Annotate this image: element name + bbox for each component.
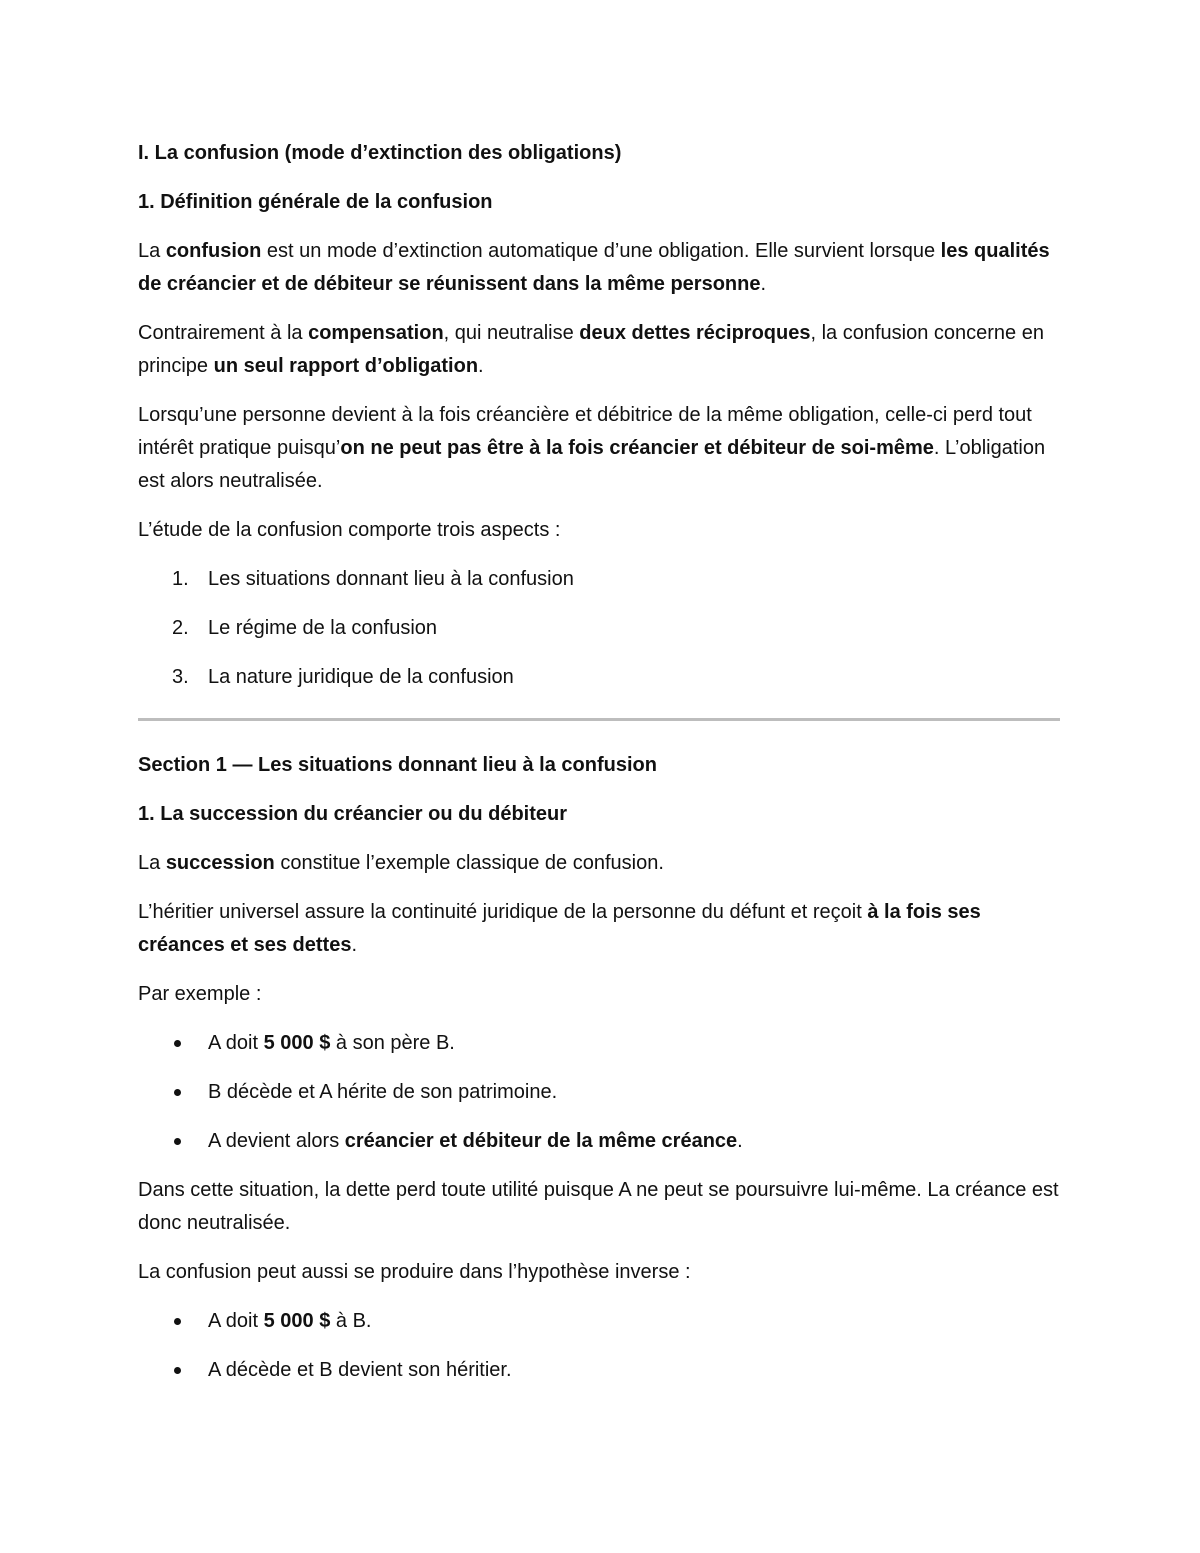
paragraph-conclusion: Dans cette situation, la dette perd toute utilité puisque A ne peut se poursuivre lui-même. La créance est donc neutralisée. <box>138 1179 1059 1234</box>
paragraph-aspects-intro: L’étude de la confusion comporte trois aspects : <box>138 519 561 541</box>
paragraph-inverse: La confusion peut aussi se produire dans l’hypothèse inverse : <box>138 1261 691 1283</box>
horizontal-divider <box>138 718 1060 721</box>
list-item: A décède et B devient son héritier. <box>138 1354 1060 1387</box>
list-item: A doit 5 000 $ à B. <box>138 1305 1060 1338</box>
list-item: 3. La nature juridique de la confusion <box>172 666 514 688</box>
example-list-2 <box>138 1305 1060 1387</box>
paragraph-neutralisation: Lorsqu’une personne devient à la fois créancière et débitrice de la même obligation, celle-ci perd tout intérêt pratique puisqu’on ne peut pas être à la fois créancier et débiteur de soi-même. L’obligation est alors neutralisée. <box>138 404 1046 492</box>
bullet-icon <box>174 1089 181 1096</box>
bullet-icon <box>174 1138 181 1145</box>
paragraph-definition: La confusion est un mode d’extinction automatique d’une obligation. Elle survient lorsque les qualités de créancier et de débiteur se réunissent dans la même personne. <box>138 240 1050 295</box>
section-heading: Section 1 — Les situations donnant lieu à la confusion <box>138 754 657 776</box>
example-list-1 <box>138 1027 1060 1158</box>
paragraph-example-intro: Par exemple : <box>138 983 262 1005</box>
aspects-list <box>138 563 1060 694</box>
list-item: 1. Les situations donnant lieu à la confusion <box>172 568 574 590</box>
list-item: 2. Le régime de la confusion <box>172 617 438 639</box>
document-content <box>138 137 1060 1403</box>
subsection-heading: 1. La succession du créancier ou du débiteur <box>138 803 568 825</box>
bullet-icon <box>174 1367 181 1374</box>
document-title: I. La confusion (mode d’extinction des obligations) <box>138 142 622 164</box>
paragraph-compensation: Contrairement à la compensation, qui neutralise deux dettes réciproques, la confusion concerne en principe un seul rapport d’obligation. <box>138 322 1044 377</box>
paragraph-succession: La succession constitue l’exemple classique de confusion. <box>138 852 664 874</box>
list-item: B décède et A hérite de son patrimoine. <box>138 1076 1060 1109</box>
definition-heading: 1. Définition générale de la confusion <box>138 191 493 213</box>
bullet-icon <box>174 1040 181 1047</box>
paragraph-heritier: L’héritier universel assure la continuité juridique de la personne du défunt et reçoit à la fois ses créances et ses dettes. <box>138 901 981 956</box>
list-item: A doit 5 000 $ à son père B. <box>138 1027 1060 1060</box>
bullet-icon <box>174 1318 181 1325</box>
list-item: A devient alors créancier et débiteur de la même créance. <box>138 1125 1060 1158</box>
